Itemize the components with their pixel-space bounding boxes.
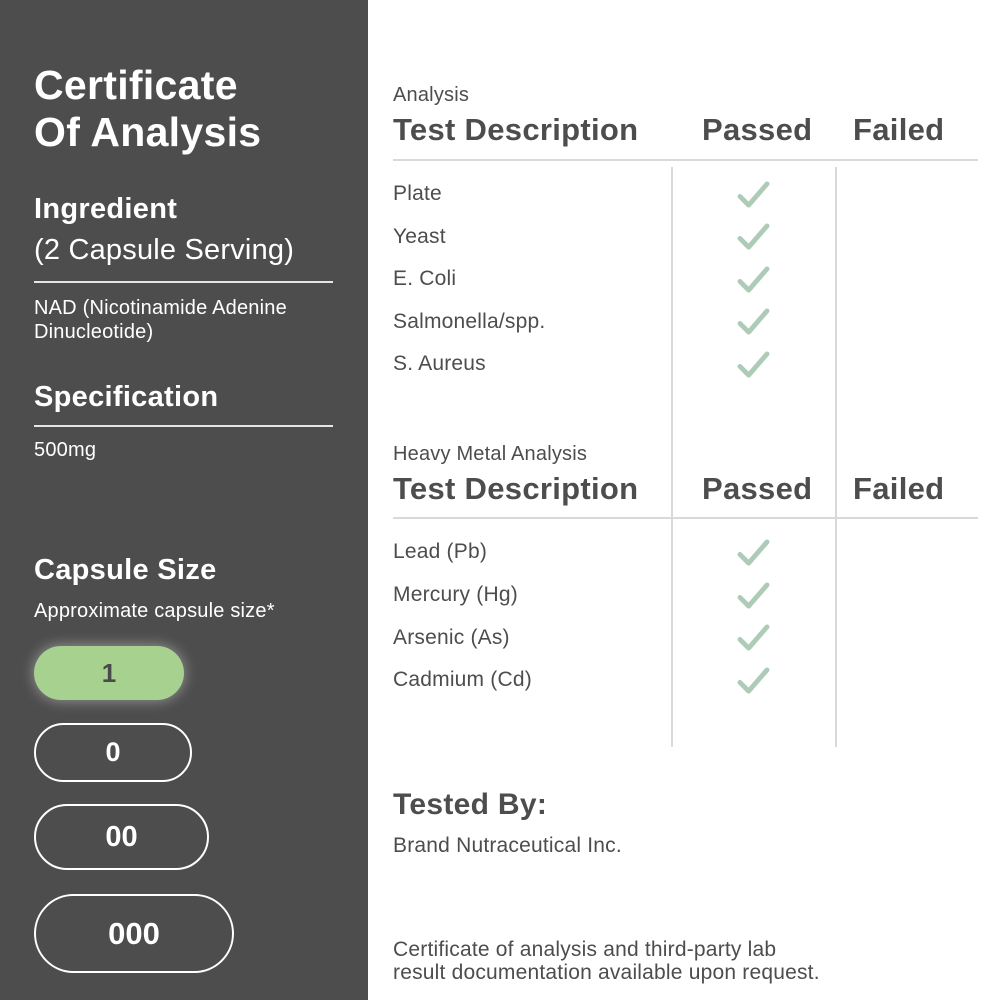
test-name: S. Aureus bbox=[393, 352, 486, 376]
specification-value: 500mg bbox=[34, 439, 97, 461]
column-header-test-description: Test Description bbox=[393, 471, 639, 506]
test-name: Arsenic (As) bbox=[393, 625, 510, 649]
analysis-panel bbox=[368, 0, 1000, 1000]
table-row bbox=[393, 531, 978, 574]
table-header-divider bbox=[393, 159, 978, 161]
check-icon bbox=[737, 307, 770, 336]
table-row bbox=[393, 173, 978, 216]
passed-cell bbox=[671, 265, 835, 294]
passed-cell bbox=[671, 581, 835, 610]
column-header-failed: Failed bbox=[853, 112, 945, 147]
passed-cell bbox=[671, 538, 835, 567]
test-name: Cadmium (Cd) bbox=[393, 668, 532, 692]
check-icon bbox=[737, 623, 770, 652]
column-header-test-description: Test Description bbox=[393, 112, 639, 147]
heavy-metal-table-label: Heavy Metal Analysis bbox=[393, 443, 588, 465]
passed-cell bbox=[671, 180, 835, 209]
passed-cell bbox=[671, 623, 835, 652]
table-row bbox=[393, 574, 978, 617]
specification-heading: Specification bbox=[34, 381, 219, 413]
analysis-table-header bbox=[368, 112, 1000, 152]
check-icon bbox=[737, 666, 770, 695]
test-name: Lead (Pb) bbox=[393, 540, 488, 564]
table-row bbox=[393, 343, 978, 386]
test-name: Salmonella/spp. bbox=[393, 309, 546, 333]
footnote: Certificate of analysis and third-party lab result documentation available upon request. bbox=[393, 938, 820, 984]
page-title-line1: Certificate bbox=[34, 62, 238, 108]
table-column-divider bbox=[835, 167, 837, 747]
capsule-size-option-0[interactable]: 0 bbox=[34, 723, 192, 782]
check-icon bbox=[737, 265, 770, 294]
page-title-line2: Of Analysis bbox=[34, 109, 262, 155]
heavy-metal-table-header bbox=[368, 471, 1000, 511]
analysis-table-label: Analysis bbox=[393, 84, 470, 106]
tested-by-heading: Tested By: bbox=[393, 788, 548, 821]
section-divider bbox=[34, 425, 333, 427]
section-divider bbox=[34, 281, 333, 283]
test-name: Mercury (Hg) bbox=[393, 583, 518, 607]
analysis-table-rows bbox=[393, 173, 978, 386]
tested-by-value: Brand Nutraceutical Inc. bbox=[393, 834, 622, 857]
check-icon bbox=[737, 538, 770, 567]
test-name: Yeast bbox=[393, 224, 446, 248]
heavy-metal-table-rows bbox=[393, 531, 978, 702]
test-name: Plate bbox=[393, 182, 442, 206]
table-row bbox=[393, 301, 978, 344]
capsule-size-heading: Capsule Size bbox=[34, 554, 217, 586]
table-row bbox=[393, 258, 978, 301]
check-icon bbox=[737, 222, 770, 251]
capsule-size-option-1[interactable]: 1 bbox=[34, 646, 184, 700]
table-row bbox=[393, 616, 978, 659]
table-row bbox=[393, 216, 978, 259]
passed-cell bbox=[671, 222, 835, 251]
ingredient-value: NAD (Nicotinamide Adenine Dinucleotide) bbox=[34, 297, 287, 343]
column-header-passed: Passed bbox=[702, 471, 813, 506]
passed-cell bbox=[671, 307, 835, 336]
passed-cell bbox=[671, 350, 835, 379]
test-name: E. Coli bbox=[393, 267, 457, 291]
table-column-divider bbox=[671, 167, 673, 747]
ingredient-heading: Ingredient bbox=[34, 193, 178, 225]
passed-cell bbox=[671, 666, 835, 695]
column-header-failed: Failed bbox=[853, 471, 945, 506]
check-icon bbox=[737, 180, 770, 209]
column-header-passed: Passed bbox=[702, 112, 813, 147]
sidebar bbox=[0, 0, 368, 1000]
check-icon bbox=[737, 350, 770, 379]
table-row bbox=[393, 659, 978, 702]
serving-size-label: (2 Capsule Serving) bbox=[34, 234, 295, 266]
table-header-divider bbox=[393, 517, 978, 519]
capsule-size-option-000[interactable]: 000 bbox=[34, 894, 234, 973]
capsule-size-option-00[interactable]: 00 bbox=[34, 804, 209, 870]
capsule-size-note: Approximate capsule size* bbox=[34, 600, 275, 622]
page-title bbox=[34, 62, 261, 156]
check-icon bbox=[737, 581, 770, 610]
